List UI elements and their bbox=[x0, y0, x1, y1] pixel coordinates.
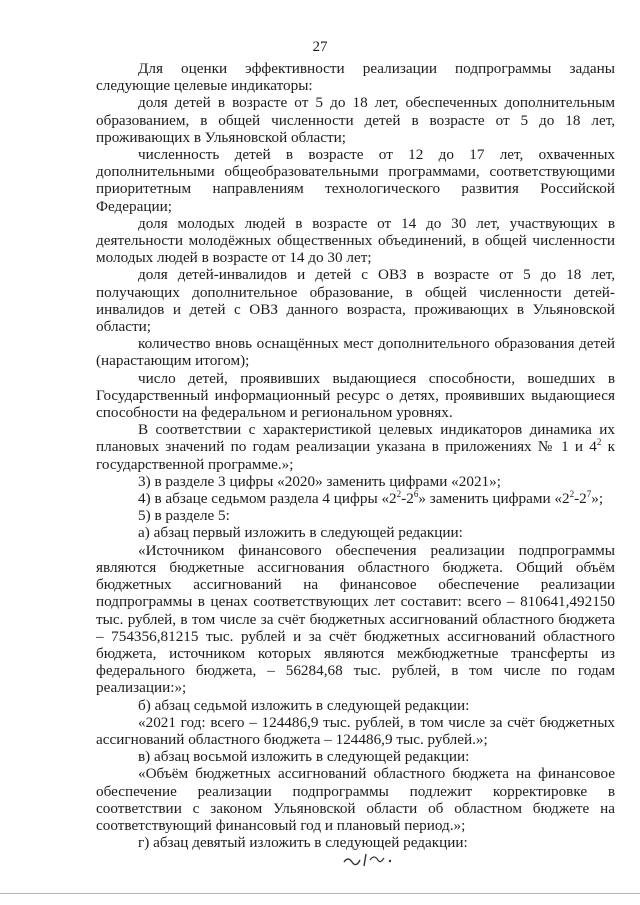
paragraph-text: в) абзац восьмой изложить в следующей редакции: bbox=[138, 748, 470, 766]
paragraph-text: доля детей в возрасте от 5 до 18 лет, обеспеченных дополнительным образованием, в общей численности детей в возрасте от 5 до 18 лет, проживающих в Ульяновской области; bbox=[96, 94, 615, 146]
paragraph-text: г) абзац девятый изложить в следующей редакции: bbox=[138, 834, 468, 852]
paragraph bbox=[96, 697, 615, 714]
paragraph bbox=[96, 215, 615, 267]
document-body bbox=[96, 60, 615, 851]
scan-edge-line bbox=[0, 893, 640, 894]
paragraph-text: 3) в разделе 3 цифры «2020» заменить цифрами «2021»; bbox=[138, 472, 501, 490]
paragraph bbox=[96, 765, 615, 834]
paragraph-text: «Источником финансового обеспечения реализации подпрограммы являются бюджетные ассигнования областного бюджета. Общий объём бюджетных ассигнований на финансовое обеспечение реализации подпрограммы в ценах соответствующих лет составит: всего – 810641,492150 тыс. рублей, в том числе за счёт бюджетных ассигнований областного бюджета – 754356,81215 тыс. рублей и за счёт бюджетных ассигнований областного бюджета, источником которых являются межбюджетные трансферты из федерального бюджета, – 56284,68 тыс. рублей, в том числе по годам реализации:»; bbox=[96, 541, 615, 697]
paragraph-text: «Объём бюджетных ассигнований областного бюджета на финансовое обеспечение реализации подпрограммы подлежит корректировке в соответствии с законом Ульяновской области об областном бюджете на соответствующий финансовый год и плановый период.»; bbox=[96, 765, 615, 834]
superscript: 2 bbox=[396, 489, 402, 500]
paragraph-text: «2021 год: всего – 124486,9 тыс. рублей, в том числе за счёт бюджетных ассигнований областного бюджета – 124486,9 тыс. рублей.»; bbox=[96, 713, 615, 748]
paragraph bbox=[96, 94, 615, 146]
paragraph-text: численность детей в возрасте от 12 до 17 лет, охваченных дополнительными общеобразовательными программами, соответствующими приоритетным направлениям технологического развития Российской Федерации; bbox=[96, 146, 615, 215]
superscript: 2 bbox=[596, 437, 602, 448]
paragraph bbox=[96, 370, 615, 422]
handwritten-mark bbox=[340, 848, 400, 870]
paragraph-text: Для оценки эффективности реализации подпрограммы заданы следующие целевые индикаторы: bbox=[96, 60, 615, 95]
paragraph bbox=[96, 748, 615, 765]
paragraph-text: » заменить цифрами «2 bbox=[418, 490, 570, 508]
paragraph-text: доля детей-инвалидов и детей с ОВЗ в возрасте от 5 до 18 лет, получающих дополнительное образование, в общей численности детей-инвалидов и детей с ОВЗ данного возраста, проживающих в Ульяновской области; bbox=[96, 266, 615, 336]
paragraph-text: к государственной программе.»; bbox=[96, 438, 615, 473]
superscript: 2 bbox=[569, 489, 575, 500]
paragraph bbox=[96, 335, 615, 369]
paragraph-text: а) абзац первый изложить в следующей редакции: bbox=[138, 524, 463, 542]
paragraph-text: -2 bbox=[401, 490, 414, 508]
paragraph-text: количество вновь оснащённых мест дополнительного образования детей (нарастающим итогом); bbox=[96, 335, 615, 370]
paragraph-text: число детей, проявивших выдающиеся способности, вошедших в Государственный информационный ресурс о детях, проявивших выдающиеся способности на федеральном и региональном уровнях. bbox=[96, 369, 615, 422]
paragraph bbox=[96, 542, 615, 697]
paragraph-text: 5) в разделе 5: bbox=[138, 507, 230, 525]
paragraph bbox=[96, 421, 615, 473]
paragraph-text: доля молодых людей в возрасте от 14 до 30 лет, участвующих в деятельности молодёжных общественных объединений, в общей численности молодых людей в возрасте от 14 до 30 лет; bbox=[96, 214, 615, 267]
paragraph-text: 4) в абзаце седьмом раздела 4 цифры «2 bbox=[138, 490, 397, 508]
paragraph-text: б) абзац седьмой изложить в следующей редакции: bbox=[138, 696, 470, 714]
paragraph bbox=[96, 266, 615, 335]
paragraph bbox=[96, 60, 615, 94]
paragraph bbox=[96, 524, 615, 541]
paragraph bbox=[96, 507, 615, 524]
paragraph-text: -2 bbox=[574, 490, 587, 508]
paragraph bbox=[96, 146, 615, 215]
superscript: 6 bbox=[413, 489, 419, 500]
paragraph bbox=[96, 473, 615, 490]
paragraph-text: »; bbox=[591, 490, 604, 508]
paragraph bbox=[96, 490, 615, 507]
paragraph bbox=[96, 714, 615, 748]
page-number: 27 bbox=[312, 39, 328, 55]
paragraph-text: В соответствии с характеристикой целевых индикаторов динамика их плановых значений по годам реализации указана в приложениях № 1 и 4 bbox=[96, 421, 615, 456]
superscript: 7 bbox=[586, 489, 592, 500]
